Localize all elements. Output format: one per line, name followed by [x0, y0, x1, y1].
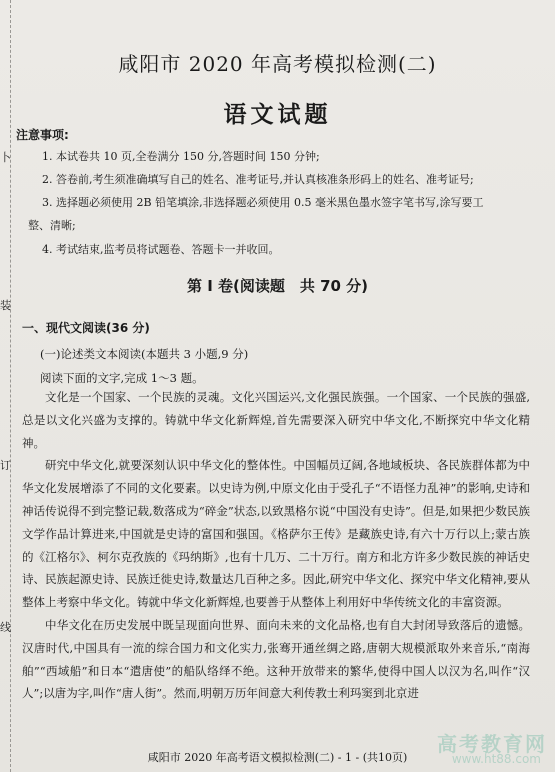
reading-passage — [22, 386, 530, 705]
binding-char: 订 — [0, 459, 11, 472]
watermark-url: www.ht88.com — [451, 752, 541, 766]
notice-heading: 注意事项: — [16, 128, 69, 142]
volume-title: 第 I 卷(阅读题 共 70 分) — [186, 277, 369, 295]
binding-char: 卜 — [0, 151, 11, 164]
passage-paragraph: 文化是一个国家、一个民族的灵魂。文化兴国运兴,文化强民族强。一个国家、一个民族的强盛,总是以文化兴盛为支撑的。铸就中华文化新辉煌,首先需要深入研究中华文化,不断探究中华文化精神。 — [22, 390, 530, 450]
subject-title: 语文试题 — [223, 102, 332, 128]
watermark-logo: 高考教育网 — [437, 732, 547, 756]
binding-char: 装 — [0, 299, 11, 312]
notice-item: 4. 考试结束,监考员将试题卷、答题卡一并收回。 — [42, 243, 280, 256]
binding-char: 线 — [0, 621, 11, 634]
subsection-heading: (一)论述类文本阅读(本题共 3 小题,9 分) — [40, 347, 249, 361]
reading-instruction: 阅读下面的文字,完成 1～3 题。 — [40, 371, 204, 385]
notice-item: 整、清晰; — [28, 219, 76, 232]
passage-paragraph: 中华文化在历史发展中既呈现面向世界、面向未来的文化品格,也有自大封闭导致落后的遗憾。汉唐时代,中国具有一流的综合国力和文化实力,张骞开通丝绸之路,唐朝大规模派取外来音乐,“南海舶”“西域船”和日本“遣唐使”的船队络绎不绝。这种开放带来的繁华,使得中国人以汉为名,叫作“汉人”;以唐为字,叫作“唐人街”。然而,明朝万历年间意大利传教士利玛窦到北京进 — [22, 617, 530, 701]
notice-item: 1. 本试卷共 10 页,全卷满分 150 分,答题时间 150 分钟; — [42, 150, 320, 163]
passage-paragraph: 研究中华文化,就要深刻认识中华文化的整体性。中国幅员辽阔,各地域板块、各民族群体都为中华文化发展增添了不同的文化要素。以史诗为例,中原文化由于受孔子“不语怪力乱神”的影响,史诗和神话传说得不到完整记载,数落成为“碎金”状态,以致黑格尔说“中国没有史诗”。但是,如果把少数民族文学作品计算进来,中国就是史诗的富国和强国。《格萨尔王传》是藏族史诗,有六十万行以上;蒙古族的《江格尔》、柯尔克孜族的《玛纳斯》,也有十几万、二十万行。南方和北方许多少数民族的神话史诗、民族起源史诗、民族迁徙史诗,数量达几百种之多。因此,研究中华文化、探究中华文化精神,要从整体上考察中华文化。铸就中华文化新辉煌,也要善于从整体上利用好中华传统文化的丰富资源。 — [22, 458, 530, 610]
exam-title: 咸阳市 2020 年高考模拟检测(二) — [118, 52, 437, 76]
notice-item: 3. 选择题必须使用 2B 铅笔填涂,非选择题必须使用 0.5 毫米黑色墨水签字笔书写,涂写要工 — [42, 196, 484, 209]
page-footer: 咸阳市 2020 年高考语文模拟检测(二) - 1 - (共10页) — [147, 751, 408, 764]
section-heading: 一、现代文阅读(36 分) — [22, 321, 150, 335]
notice-item: 2. 答卷前,考生须准确填写自己的姓名、准考证号,并认真核准条形码上的姓名、准考证号; — [42, 173, 474, 186]
